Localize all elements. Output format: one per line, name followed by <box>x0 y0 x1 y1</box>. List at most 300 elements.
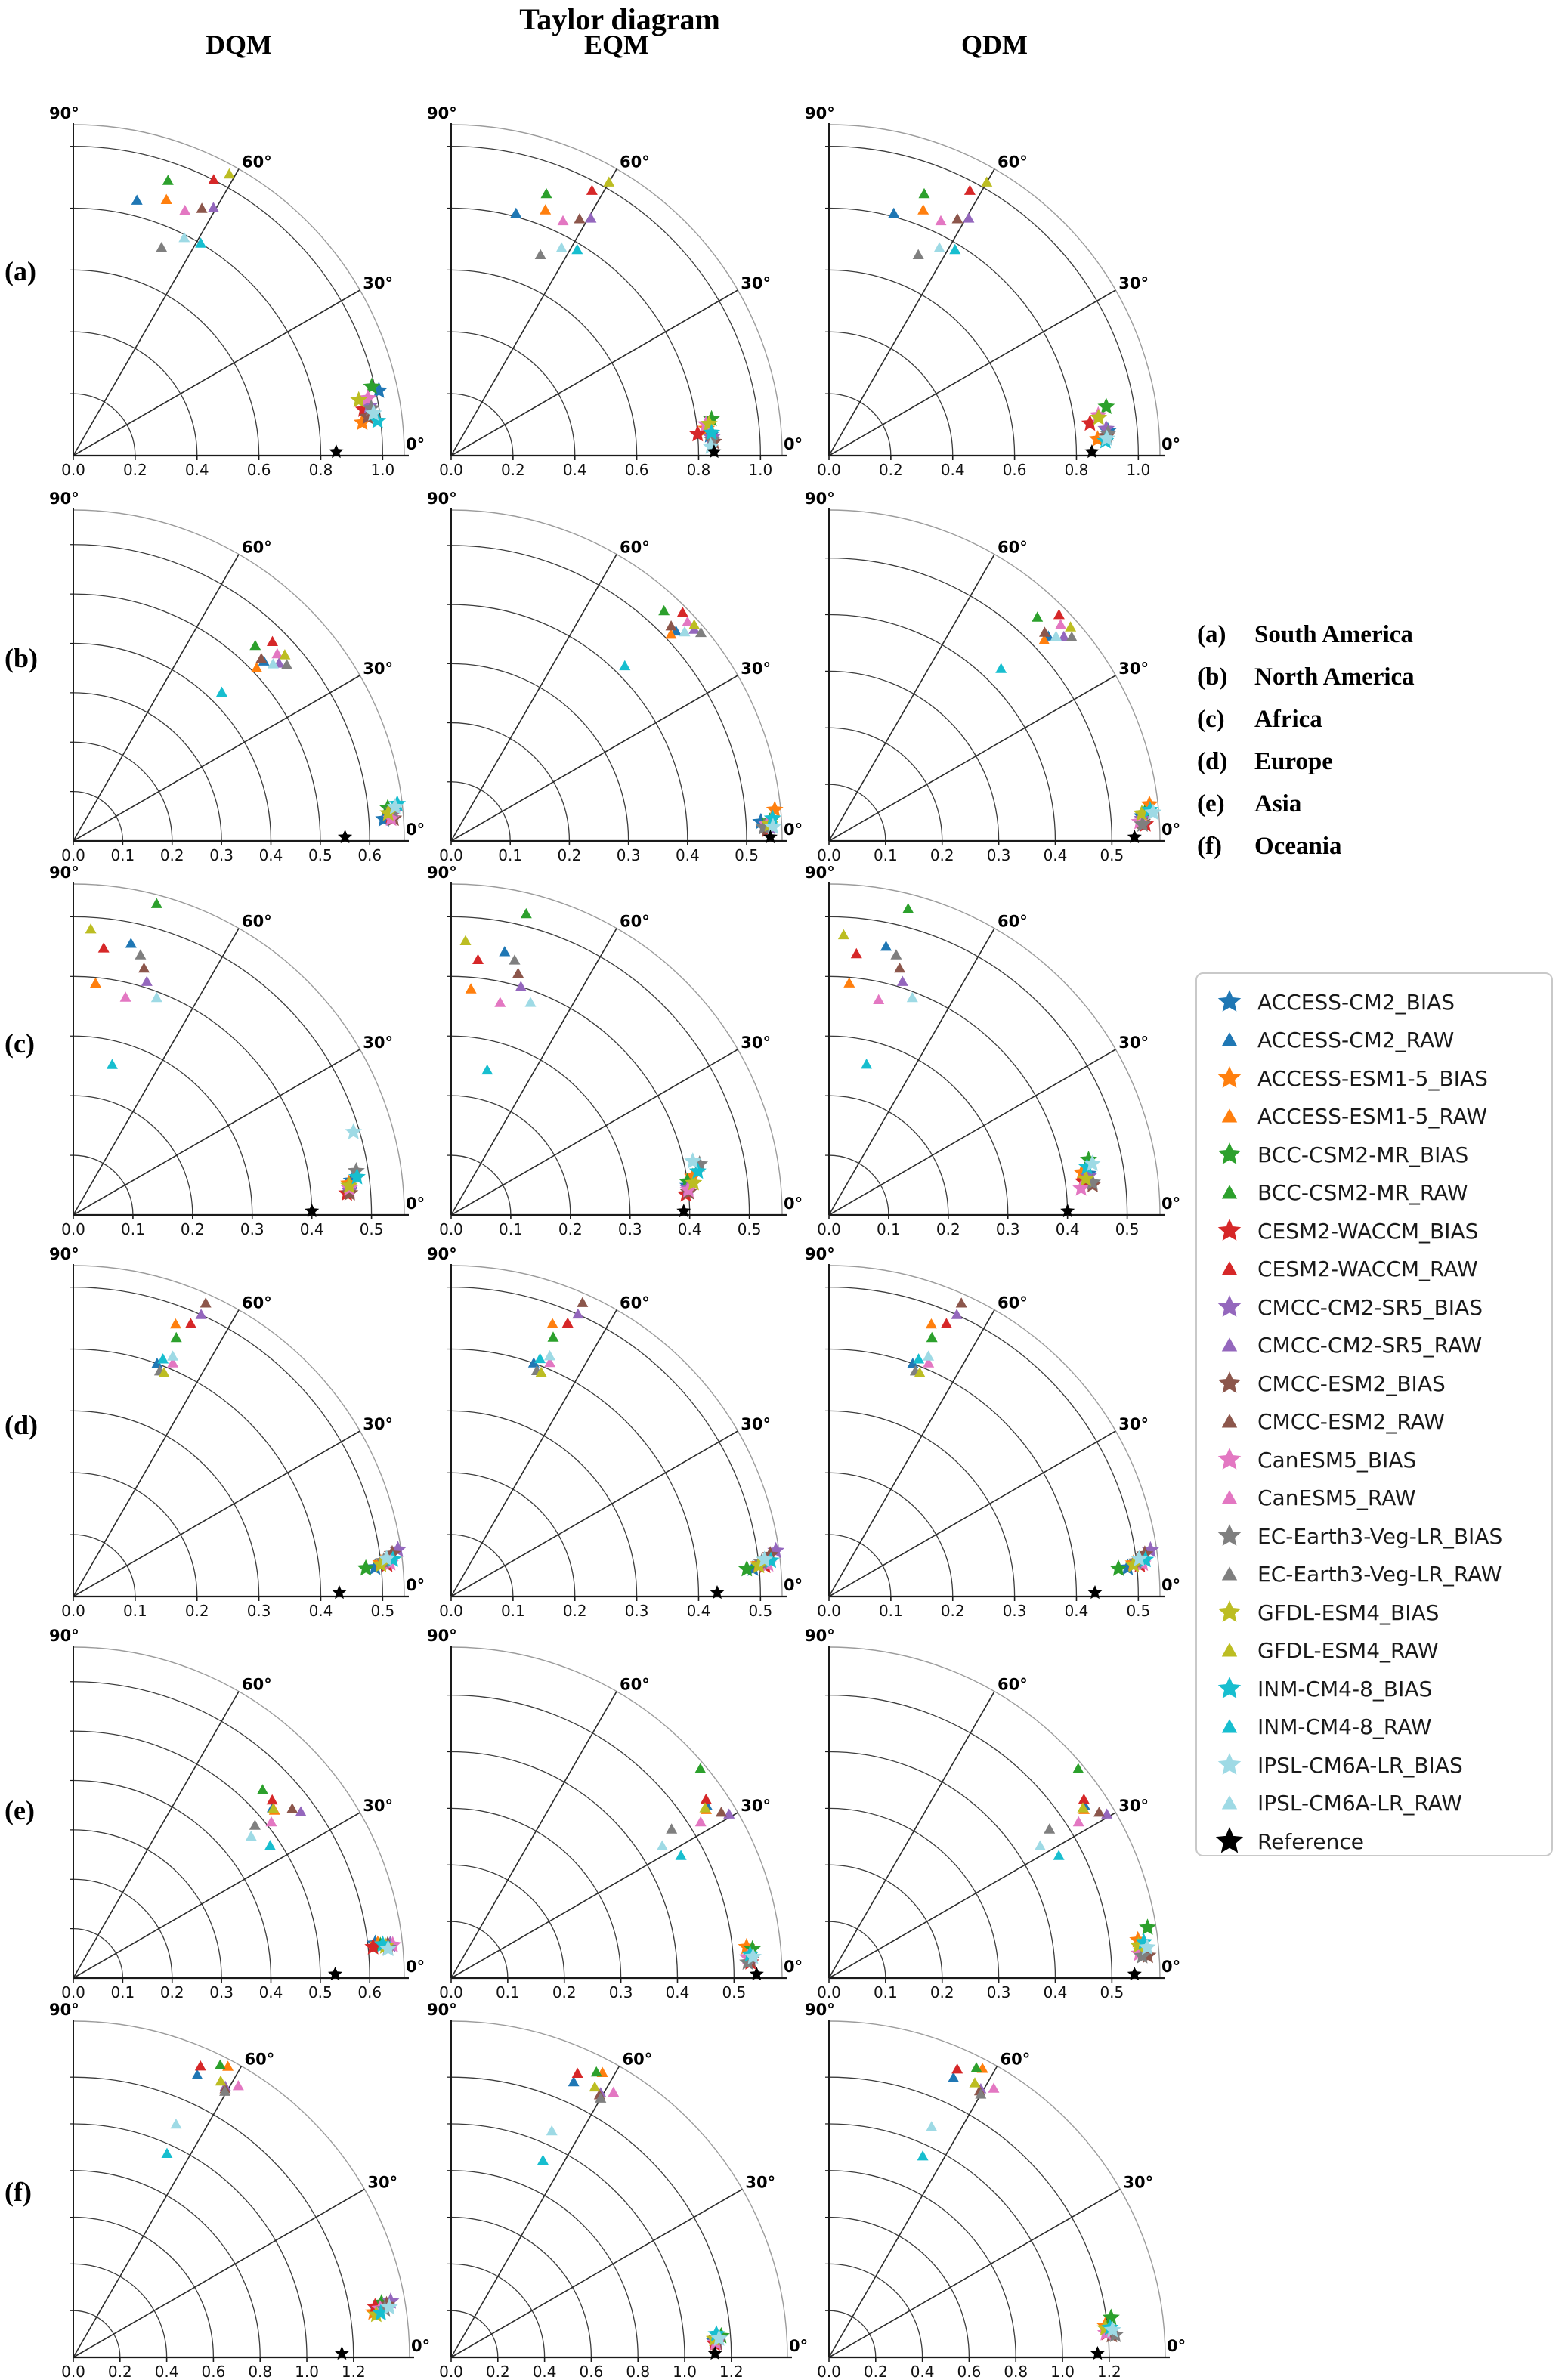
grid-arc <box>829 976 1068 1215</box>
raw-triangle-INM-CM4-8 <box>1053 1850 1065 1859</box>
x-tick-label: 0.4 <box>308 1602 333 1620</box>
raw-triangle-CESM2-WACCM <box>1053 609 1065 619</box>
raw-triangle-CMCC-CM2-SR5 <box>196 1309 207 1318</box>
grid-arc <box>451 1808 621 1978</box>
x-tick-label: 0.0 <box>439 1983 463 2001</box>
raw-triangle-EC-Earth3-Veg-LR <box>249 1819 261 1829</box>
legend-item-label: GFDL-ESM4_BIAS <box>1257 1600 1440 1625</box>
grid-arc <box>451 723 569 841</box>
angle-label-30: 30° <box>1123 2173 1154 2192</box>
raw-triangle-CanESM5 <box>608 2087 619 2097</box>
x-tick-label: 0.2 <box>878 461 903 479</box>
angle-label-90: 90° <box>49 1627 79 1645</box>
x-tick-label: 0.3 <box>608 1983 633 2001</box>
taylor-panel-a-DQM <box>49 104 425 479</box>
x-tick-label: 0.0 <box>439 1220 463 1238</box>
raw-triangle-GFDL-ESM4 <box>970 2077 981 2087</box>
grid-arc <box>829 1096 948 1215</box>
grid-arc <box>73 1781 271 1978</box>
raw-triangle-CanESM5 <box>120 991 131 1001</box>
taylor-panel-c-DQM <box>49 864 425 1238</box>
raw-triangle-GFDL-ESM4 <box>603 177 614 187</box>
raw-triangle-GFDL-ESM4 <box>85 923 97 933</box>
raw-triangle-ACCESS-ESM1-5 <box>917 204 929 215</box>
grid-arc <box>451 604 688 841</box>
angle-label-90: 90° <box>427 2001 457 2019</box>
spoke-60 <box>451 1692 617 1978</box>
angle-label-0: 0° <box>784 1195 803 1213</box>
x-tick-label: 0.3 <box>246 1602 271 1620</box>
raw-triangle-CESM2-WACCM <box>1078 1794 1090 1804</box>
x-tick-label: 0.8 <box>308 461 333 479</box>
region-name: Europe <box>1254 748 1333 775</box>
legend-item-label: IPSL-CM6A-LR_BIAS <box>1257 1752 1463 1778</box>
raw-triangle-ACCESS-ESM1-5 <box>170 1318 181 1328</box>
raw-triangle-CESM2-WACCM <box>472 954 484 964</box>
x-tick-label: 0.3 <box>209 846 234 864</box>
angle-label-0: 0° <box>406 1576 425 1594</box>
angle-label-0: 0° <box>1161 435 1181 453</box>
x-tick-label: 0.0 <box>439 1602 463 1620</box>
grid-arc <box>451 332 575 456</box>
raw-triangle-CanESM5 <box>266 1816 277 1826</box>
spoke-60 <box>73 2066 242 2357</box>
raw-triangle-BCC-CSM2-MR <box>1032 611 1043 621</box>
angle-label-60: 60° <box>620 912 650 931</box>
grid-arc <box>451 209 698 456</box>
taylor-panel-c-EQM <box>427 864 803 1238</box>
raw-triangle-CMCC-ESM2 <box>255 653 267 663</box>
legend-item-label: CESM2-WACCM_RAW <box>1257 1256 1478 1282</box>
x-tick-label: 0.0 <box>61 461 85 479</box>
x-tick-label: 0.6 <box>624 461 649 479</box>
legend-item-label: EC-Earth3-Veg-LR_RAW <box>1257 1562 1502 1587</box>
raw-triangle-INM-CM4-8 <box>216 687 227 697</box>
grid-arc <box>451 1695 734 1978</box>
grid-arc <box>451 2218 591 2357</box>
row-label-c: (c) <box>5 1028 35 1059</box>
angle-label-90: 90° <box>427 490 457 508</box>
raw-triangle-INM-CM4-8 <box>481 1065 493 1075</box>
grid-arc <box>73 916 372 1215</box>
raw-triangle-BCC-CSM2-MR <box>151 898 162 908</box>
x-tick-label: 0.4 <box>299 1220 324 1238</box>
x-tick-label: 0.5 <box>308 846 333 864</box>
x-tick-label: 0.2 <box>184 1602 209 1620</box>
raw-triangle-INM-CM4-8 <box>534 1353 546 1363</box>
angle-label-90: 90° <box>49 104 79 122</box>
grid-arc <box>829 2264 923 2357</box>
outer-arc <box>451 2021 787 2357</box>
x-tick-label: 0.6 <box>957 2363 982 2380</box>
x-tick-label: 1.2 <box>719 2363 744 2380</box>
raw-triangle-BCC-CSM2-MR <box>171 1332 182 1342</box>
legend-item-label: ACCESS-CM2_BIAS <box>1257 989 1455 1015</box>
x-tick-label: 0.4 <box>532 2363 557 2380</box>
legend-item-label: ACCESS-ESM1-5_BIAS <box>1257 1065 1488 1091</box>
raw-triangle-ACCESS-CM2 <box>192 2069 203 2079</box>
raw-triangle-GFDL-ESM4 <box>589 2082 601 2092</box>
column-header-eqm: EQM <box>584 29 649 60</box>
grid-arc <box>73 147 382 456</box>
grid-arc <box>73 693 221 841</box>
legend-item-label: CanESM5_BIAS <box>1257 1447 1417 1473</box>
legend-item-label: CMCC-CM2-SR5_BIAS <box>1257 1294 1483 1320</box>
raw-triangle-CMCC-ESM2 <box>196 202 208 212</box>
raw-triangle-IPSL-CM6A-LR <box>178 232 190 243</box>
x-tick-label: 0.3 <box>624 1602 649 1620</box>
spoke-60 <box>73 555 239 841</box>
angle-label-30: 30° <box>741 1797 772 1815</box>
grid-arc <box>451 1411 637 1596</box>
angle-label-0: 0° <box>784 821 803 839</box>
x-tick-label: 0.6 <box>201 2363 226 2380</box>
region-name: South America <box>1254 621 1413 648</box>
x-tick-label: 0.8 <box>626 2363 651 2380</box>
raw-triangle-CMCC-ESM2 <box>577 1297 588 1307</box>
angle-label-30: 30° <box>741 274 772 292</box>
x-tick-label: 0.2 <box>863 2363 888 2380</box>
raw-triangle-ACCESS-CM2 <box>125 938 137 947</box>
legend-item-label: BCC-CSM2-MR_RAW <box>1257 1180 1468 1206</box>
legend-item-label: CMCC-ESM2_BIAS <box>1257 1371 1446 1396</box>
taylor-panel-f-DQM <box>49 2001 430 2380</box>
raw-triangle-GFDL-ESM4 <box>981 177 992 187</box>
x-tick-label: 0.1 <box>495 1983 520 2001</box>
raw-triangle-CMCC-ESM2 <box>574 213 586 223</box>
grid-arc <box>829 2077 1109 2357</box>
x-tick-label: 1.0 <box>1050 2363 1075 2380</box>
spoke-60 <box>451 555 617 841</box>
x-tick-label: 0.1 <box>873 846 898 864</box>
raw-triangle-CanESM5 <box>695 1816 707 1826</box>
angle-label-60: 60° <box>620 1675 650 1694</box>
raw-triangle-CESM2-WACCM <box>267 1794 278 1804</box>
x-tick-label: 0.5 <box>359 1220 384 1238</box>
row-label-e: (e) <box>5 1795 35 1825</box>
row-label-d: (d) <box>5 1410 38 1440</box>
raw-triangle-GFDL-ESM4 <box>838 929 849 939</box>
raw-triangle-CESM2-WACCM <box>208 174 219 184</box>
x-tick-label: 0.4 <box>940 461 965 479</box>
x-tick-label: 0.5 <box>1100 1983 1124 2001</box>
x-tick-label: 0.0 <box>817 1220 841 1238</box>
angle-label-30: 30° <box>363 1034 394 1052</box>
raw-triangle-BCC-CSM2-MR <box>548 1331 559 1341</box>
grid-arc <box>73 742 172 841</box>
x-tick-label: 0.4 <box>154 2363 179 2380</box>
raw-triangle-ACCESS-CM2 <box>131 195 143 205</box>
spoke-30 <box>829 1431 1115 1596</box>
x-tick-label: 0.2 <box>940 1602 965 1620</box>
x-tick-label: 0.2 <box>936 1220 960 1238</box>
x-tick-label: 0.6 <box>357 846 382 864</box>
x-tick-label: 0.6 <box>246 461 271 479</box>
raw-triangle-INM-CM4-8 <box>162 2148 173 2158</box>
grid-arc <box>73 2171 260 2357</box>
row-label-b: (b) <box>5 643 38 673</box>
x-tick-label: 0.2 <box>159 846 184 864</box>
raw-triangle-CMCC-ESM2 <box>956 1297 967 1307</box>
raw-triangle-CMCC-ESM2 <box>952 213 963 223</box>
x-tick-label: 0.8 <box>248 2363 273 2380</box>
grid-arc <box>451 147 760 456</box>
spoke-60 <box>829 2066 998 2357</box>
raw-triangle-EC-Earth3-Veg-LR <box>156 242 167 252</box>
x-tick-label: 0.4 <box>686 1602 711 1620</box>
spoke-60 <box>829 1310 994 1596</box>
grid-arc <box>451 1349 698 1596</box>
column-header-qdm: QDM <box>961 29 1028 60</box>
spoke-30 <box>73 1049 360 1215</box>
raw-triangle-ACCESS-ESM1-5 <box>161 194 172 204</box>
x-tick-label: 0.4 <box>258 846 283 864</box>
x-tick-label: 0.5 <box>748 1602 773 1620</box>
x-tick-label: 0.2 <box>485 2363 510 2380</box>
raw-triangle-ACCESS-ESM1-5 <box>547 1318 558 1328</box>
raw-triangle-CMCC-ESM2 <box>138 963 150 972</box>
x-tick-label: 0.0 <box>817 1602 841 1620</box>
x-tick-label: 0.5 <box>735 846 759 864</box>
raw-triangle-EC-Earth3-Veg-LR <box>1044 1823 1055 1833</box>
angle-label-0: 0° <box>1167 2337 1186 2355</box>
angle-label-90: 90° <box>805 864 835 882</box>
angle-label-0: 0° <box>784 435 803 453</box>
spoke-30 <box>829 290 1115 456</box>
taylor-panel-a-EQM <box>427 104 803 479</box>
taylor-panel-f-EQM <box>427 2001 808 2380</box>
outer-arc <box>451 510 782 841</box>
x-tick-label: 0.2 <box>500 461 525 479</box>
grid-arc <box>829 671 999 841</box>
raw-triangle-ACCESS-CM2 <box>510 208 521 218</box>
raw-triangle-IPSL-CM6A-LR <box>246 1831 257 1841</box>
x-tick-label: 0.0 <box>817 461 841 479</box>
grid-arc <box>451 1036 630 1215</box>
outer-arc <box>73 884 404 1215</box>
raw-triangle-CESM2-WACCM <box>851 948 862 959</box>
region-name: Oceania <box>1254 833 1342 860</box>
raw-triangle-ACCESS-ESM1-5 <box>466 983 477 993</box>
x-tick-label: 0.2 <box>552 1983 577 2001</box>
grid-arc <box>73 2218 213 2357</box>
grid-arc <box>451 270 637 456</box>
x-tick-label: 1.0 <box>673 2363 697 2380</box>
x-tick-label: 0.5 <box>308 1983 333 2001</box>
x-tick-label: 0.1 <box>500 1602 525 1620</box>
legend-item-label: BCC-CSM2-MR_BIAS <box>1257 1142 1469 1167</box>
grid-arc <box>451 976 690 1215</box>
grid-arc <box>451 2264 545 2357</box>
row-label-a: (a) <box>5 256 36 286</box>
raw-triangle-INM-CM4-8 <box>619 660 630 670</box>
x-tick-label: 0.1 <box>499 1220 523 1238</box>
legend-item-label: CMCC-ESM2_RAW <box>1257 1409 1445 1435</box>
legend-item-label: CMCC-CM2-SR5_RAW <box>1257 1333 1483 1358</box>
raw-triangle-CMCC-CM2-SR5 <box>963 212 974 222</box>
raw-triangle-EC-Earth3-Veg-LR <box>890 949 902 959</box>
angle-label-0: 0° <box>406 1195 425 1213</box>
x-tick-label: 0.0 <box>61 1602 85 1620</box>
x-tick-label: 0.0 <box>439 2363 463 2380</box>
grid-arc <box>451 1096 571 1215</box>
grid-arc <box>829 332 953 456</box>
spoke-60 <box>73 1692 239 1978</box>
grid-arc <box>829 1752 1055 1978</box>
angle-label-0: 0° <box>1161 1195 1181 1213</box>
x-tick-label: 0.1 <box>122 1602 147 1620</box>
raw-triangle-CMCC-ESM2 <box>512 968 524 978</box>
raw-triangle-IPSL-CM6A-LR <box>544 1350 555 1361</box>
grid-arc <box>451 546 747 841</box>
raw-triangle-CESM2-WACCM <box>941 1318 952 1328</box>
raw-triangle-IPSL-CM6A-LR <box>525 997 537 1006</box>
x-tick-label: 0.5 <box>370 1602 395 1620</box>
x-tick-label: 0.1 <box>878 1602 903 1620</box>
angle-label-30: 30° <box>363 660 394 678</box>
angle-label-90: 90° <box>805 2001 835 2019</box>
taylor-panel-a-QDM <box>805 104 1180 479</box>
grid-arc <box>829 1695 1112 1978</box>
x-tick-label: 0.2 <box>107 2363 132 2380</box>
outer-arc <box>829 2021 1165 2357</box>
angle-label-0: 0° <box>406 821 425 839</box>
grid-arc <box>73 1830 221 1978</box>
grid-arc <box>73 976 312 1215</box>
region-tag: (f) <box>1197 833 1222 860</box>
x-tick-label: 0.5 <box>722 1983 747 2001</box>
angle-label-90: 90° <box>805 1627 835 1645</box>
grid-arc <box>73 332 197 456</box>
spoke-30 <box>73 1431 360 1596</box>
region-name: Asia <box>1254 790 1302 818</box>
grid-arc <box>73 2264 167 2357</box>
grid-arc <box>73 1036 252 1215</box>
raw-triangle-ACCESS-ESM1-5 <box>540 204 551 215</box>
raw-triangle-CESM2-WACCM <box>98 942 110 952</box>
x-tick-label: 0.2 <box>557 846 582 864</box>
raw-triangle-CMCC-ESM2 <box>200 1297 212 1307</box>
grid-arc <box>73 1349 320 1596</box>
x-tick-label: 0.4 <box>1064 1602 1089 1620</box>
angle-label-60: 60° <box>622 2050 653 2069</box>
raw-triangle-CanESM5 <box>873 994 884 1004</box>
taylor-panel-d-EQM <box>427 1245 803 1620</box>
angle-label-90: 90° <box>427 864 457 882</box>
x-tick-label: 0.4 <box>184 461 209 479</box>
taylor-panel-d-QDM <box>805 1245 1180 1620</box>
grid-arc <box>829 1349 1076 1596</box>
angle-label-60: 60° <box>620 1294 650 1312</box>
x-tick-label: 0.0 <box>61 846 85 864</box>
spoke-30 <box>451 2190 742 2358</box>
taylor-panel-b-QDM <box>805 490 1180 864</box>
x-tick-label: 0.4 <box>677 1220 702 1238</box>
taylor-panel-c-QDM <box>805 864 1180 1238</box>
spoke-60 <box>73 1310 239 1596</box>
raw-triangle-CMCC-ESM2 <box>286 1803 298 1813</box>
grid-arc <box>451 2077 732 2357</box>
raw-triangle-INM-CM4-8 <box>676 1850 687 1859</box>
raw-triangle-CMCC-ESM2 <box>1093 1807 1105 1816</box>
angle-label-90: 90° <box>805 104 835 122</box>
raw-triangle-CMCC-CM2-SR5 <box>572 1309 583 1318</box>
x-tick-label: 0.2 <box>929 846 954 864</box>
x-tick-label: 0.0 <box>61 2363 85 2380</box>
grid-arc <box>451 1287 760 1596</box>
grid-arc <box>829 147 1138 456</box>
spoke-60 <box>451 2066 620 2357</box>
x-tick-label: 0.0 <box>61 1220 85 1238</box>
outer-arc <box>73 1266 404 1596</box>
grid-arc <box>73 1287 382 1596</box>
spoke-30 <box>73 290 360 456</box>
taylor-panel-b-DQM <box>49 490 425 864</box>
raw-triangle-BCC-CSM2-MR <box>926 1332 938 1342</box>
angle-label-60: 60° <box>242 1294 272 1312</box>
grid-arc <box>73 644 271 841</box>
x-tick-label: 0.0 <box>817 2363 841 2380</box>
raw-triangle-BCC-CSM2-MR <box>902 903 914 913</box>
raw-triangle-GFDL-ESM4 <box>1065 621 1076 631</box>
angle-label-60: 60° <box>998 912 1028 931</box>
angle-label-30: 30° <box>1118 1797 1149 1815</box>
grid-arc <box>829 2171 1016 2357</box>
angle-label-60: 60° <box>242 1675 272 1694</box>
raw-triangle-EC-Earth3-Veg-LR <box>281 659 292 669</box>
x-tick-label: 0.4 <box>1043 846 1068 864</box>
x-tick-label: 0.3 <box>986 846 1011 864</box>
angle-label-0: 0° <box>411 2337 431 2355</box>
angle-label-0: 0° <box>1161 821 1181 839</box>
spoke-60 <box>451 929 617 1215</box>
angle-label-90: 90° <box>805 1245 835 1263</box>
raw-triangle-CanESM5 <box>494 997 506 1006</box>
outer-arc <box>73 2021 410 2357</box>
raw-triangle-CESM2-WACCM <box>572 2068 583 2078</box>
grid-arc <box>829 1808 999 1978</box>
spoke-30 <box>829 1049 1115 1215</box>
taylor-panel-f-QDM <box>805 2001 1186 2380</box>
x-tick-label: 0.5 <box>1100 846 1124 864</box>
grid-arc <box>829 615 1055 841</box>
outer-arc <box>829 1647 1160 1978</box>
raw-triangle-CMCC-CM2-SR5 <box>897 976 908 986</box>
raw-triangle-IPSL-CM6A-LR <box>923 1350 934 1360</box>
x-tick-label: 0.6 <box>357 1983 382 2001</box>
x-tick-label: 0.3 <box>1002 1602 1027 1620</box>
angle-label-90: 90° <box>49 490 79 508</box>
outer-arc <box>73 510 404 841</box>
legend-item-label: Reference <box>1257 1828 1364 1854</box>
angle-label-30: 30° <box>1118 1415 1149 1433</box>
angle-label-60: 60° <box>998 1675 1028 1694</box>
raw-triangle-ACCESS-CM2 <box>880 941 892 950</box>
x-tick-label: 1.0 <box>748 461 773 479</box>
raw-triangle-BCC-CSM2-MR <box>658 605 670 615</box>
raw-triangle-ACCESS-CM2 <box>888 208 899 218</box>
raw-triangle-CMCC-ESM2 <box>716 1807 727 1816</box>
raw-triangle-CMCC-ESM2 <box>666 620 677 630</box>
angle-label-60: 60° <box>998 153 1028 172</box>
raw-triangle-BCC-CSM2-MR <box>919 188 930 198</box>
raw-triangle-EC-Earth3-Veg-LR <box>535 249 546 259</box>
raw-triangle-CMCC-CM2-SR5 <box>585 212 596 222</box>
angle-label-90: 90° <box>427 1627 457 1645</box>
raw-triangle-ACCESS-ESM1-5 <box>90 978 101 988</box>
x-tick-label: 0.0 <box>439 461 463 479</box>
raw-triangle-INM-CM4-8 <box>917 2150 929 2160</box>
